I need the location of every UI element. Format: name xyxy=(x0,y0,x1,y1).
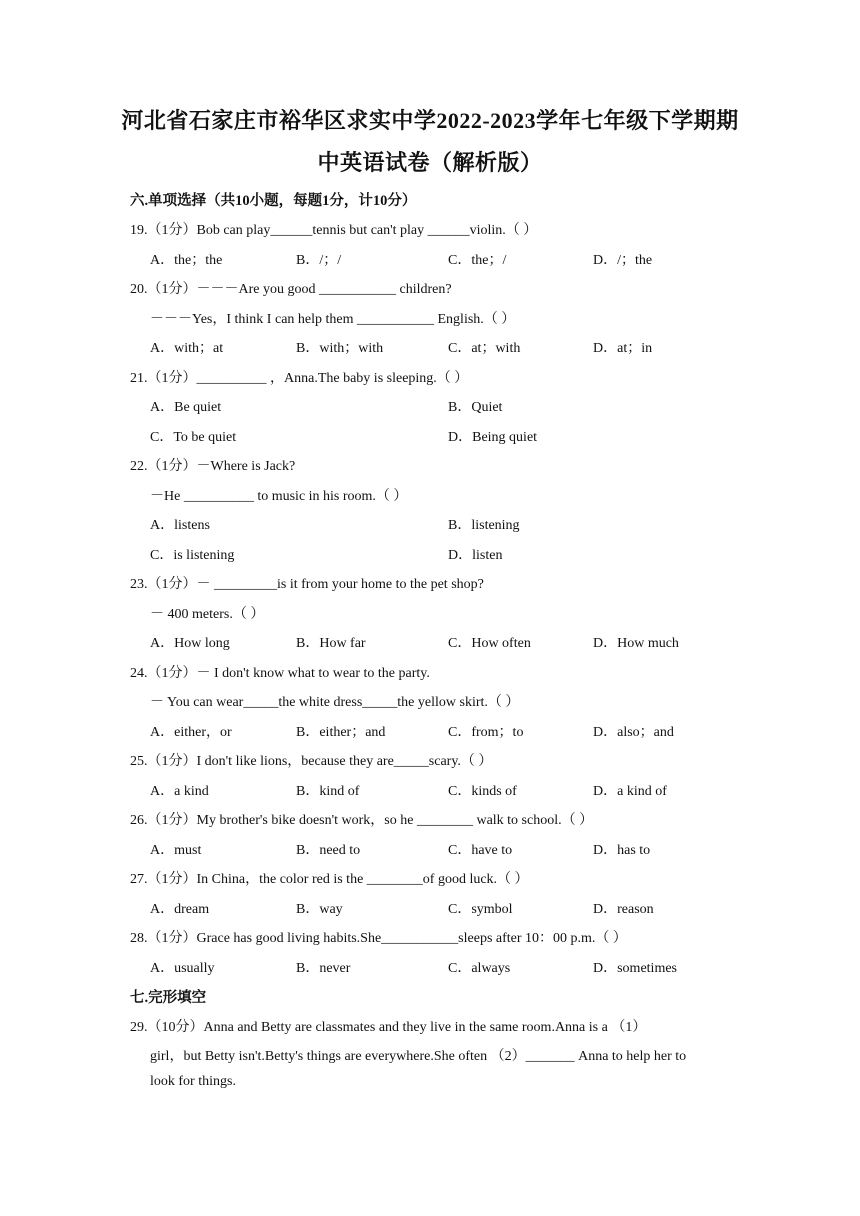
question-22-stem: 22.（1分）－Where is Jack? xyxy=(130,459,296,474)
question-20-option-a: A．with；at xyxy=(150,341,224,356)
question-28-option-a: A．usually xyxy=(150,961,215,976)
question-22-stem-reply: －He __________ to music in his room.（ ） xyxy=(150,489,408,504)
question-24-option-a: A．either，or xyxy=(150,725,232,740)
question-26-option-c: C．have to xyxy=(448,843,513,858)
question-28-option-c: C．always xyxy=(448,961,511,976)
question-22-option-d: D．listen xyxy=(448,548,503,563)
question-23-stem-reply: － 400 meters.（ ） xyxy=(150,607,265,622)
question-23-option-a: A．How long xyxy=(150,636,230,651)
question-21-option-c: C．To be quiet xyxy=(150,430,237,445)
question-20-stem: 20.（1分）－－－Are you good ___________ children? xyxy=(130,282,452,297)
question-25-stem: 25.（1分）I don't like lions，because they are_____scary.（ ） xyxy=(130,754,493,769)
question-23-option-c: C．How often xyxy=(448,636,531,651)
question-27-option-c: C．symbol xyxy=(448,902,513,917)
question-25-option-b: B．kind of xyxy=(296,784,360,799)
question-25-option-a: A．a kind xyxy=(150,784,209,799)
question-26-option-d: D．has to xyxy=(593,843,651,858)
question-24-option-d: D．also；and xyxy=(593,725,674,740)
question-19-option-b: B．/；/ xyxy=(296,253,342,268)
question-27-stem: 27.（1分）In China，the color red is the ________of good luck.（ ） xyxy=(130,872,529,887)
section-heading-cloze: 七.完形填空 xyxy=(130,990,207,1006)
question-28-option-d: D．sometimes xyxy=(593,961,677,976)
question-19-option-a: A．the；the xyxy=(150,253,223,268)
passage-line-1: 29.（10分）Anna and Betty are classmates and they live in the same room.Anna is a （1） xyxy=(130,1020,647,1035)
question-26-option-b: B．need to xyxy=(296,843,361,858)
question-21-stem: 21.（1分）__________ ，Anna.The baby is sleeping.（ ） xyxy=(130,371,469,386)
section-heading-multiple-choice: 六.单项选择（共10小题，每题1分，计10分） xyxy=(130,193,417,209)
question-20-option-b: B．with；with xyxy=(296,341,384,356)
question-24-option-c: C．from；to xyxy=(448,725,524,740)
question-27-option-d: D．reason xyxy=(593,902,654,917)
question-24-stem: 24.（1分）－ I don't know what to wear to the party. xyxy=(130,666,430,681)
question-22-option-b: B．listening xyxy=(448,518,520,533)
question-21-option-b: B．Quiet xyxy=(448,400,503,415)
question-22-option-c: C．is listening xyxy=(150,548,235,563)
question-26-option-a: A．must xyxy=(150,843,202,858)
question-20-option-c: C．at；with xyxy=(448,341,521,356)
question-22-option-a: A．listens xyxy=(150,518,210,533)
question-24-option-b: B．either；and xyxy=(296,725,386,740)
document-title-line1: 河北省石家庄市裕华区求实中学2022-2023学年七年级下学期期 xyxy=(121,108,739,133)
passage-line-2: girl，but Betty isn't.Betty's things are everywhere.She often （2）_______ Anna to help her to xyxy=(150,1049,687,1064)
question-27-option-b: B．way xyxy=(296,902,343,917)
question-27-option-a: A．dream xyxy=(150,902,210,917)
question-24-stem-reply: － You can wear_____the white dress_____the yellow skirt.（ ） xyxy=(150,695,520,710)
question-28-stem: 28.（1分）Grace has good living habits.She___________sleeps after 10：00 p.m.（ ） xyxy=(130,931,627,946)
question-26-stem: 26.（1分）My brother's bike doesn't work，so he ________ walk to school.（ ） xyxy=(130,813,594,828)
document-title-line2: 中英语试卷（解析版） xyxy=(317,150,543,175)
question-20-stem-reply: －－－Yes，I think I can help them ___________ English.（ ） xyxy=(150,312,516,327)
question-19-option-c: C．the；/ xyxy=(448,253,507,268)
question-21-option-a: A．Be quiet xyxy=(150,400,222,415)
question-23-option-b: B．How far xyxy=(296,636,366,651)
question-23-stem: 23.（1分）－ _________is it from your home to the pet shop? xyxy=(130,577,484,592)
question-19-option-d: D．/；the xyxy=(593,253,653,268)
question-21-option-d: D．Being quiet xyxy=(448,430,538,445)
question-23-option-d: D．How much xyxy=(593,636,679,651)
question-20-option-d: D．at；in xyxy=(593,341,653,356)
question-25-option-d: D．a kind of xyxy=(593,784,667,799)
passage-line-3: look for things. xyxy=(150,1074,236,1089)
question-28-option-b: B．never xyxy=(296,961,351,976)
question-19-stem: 19.（1分）Bob can play______tennis but can't play ______violin.（ ） xyxy=(130,223,538,238)
question-25-option-c: C．kinds of xyxy=(448,784,517,799)
